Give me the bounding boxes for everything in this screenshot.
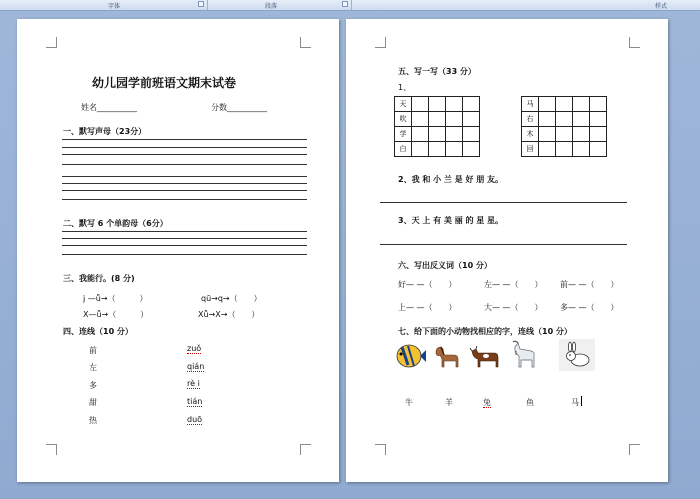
grid-cell[interactable] xyxy=(446,142,463,157)
grid-cell[interactable] xyxy=(412,142,429,157)
grid-char: 木 xyxy=(522,127,539,142)
grid-cell[interactable] xyxy=(590,97,607,112)
writing-line xyxy=(62,231,307,232)
grid-cell[interactable] xyxy=(573,112,590,127)
score-field: 分数__________ xyxy=(211,103,267,112)
writing-line xyxy=(62,164,307,165)
animal-word-text: 兔 xyxy=(483,398,491,407)
animal-word xyxy=(483,397,491,408)
grid-cell[interactable] xyxy=(446,127,463,142)
crop-mark xyxy=(300,444,311,455)
writing-line xyxy=(62,139,307,140)
writing-line xyxy=(62,176,307,177)
animal-word: 马 xyxy=(571,398,579,407)
grid-cell[interactable] xyxy=(556,112,573,127)
crop-mark xyxy=(46,37,57,48)
pinyin-text: duō xyxy=(187,415,203,424)
grid-cell[interactable] xyxy=(573,97,590,112)
grid-cell[interactable] xyxy=(429,142,446,157)
sentence-2: 2、我 和 小 兰 是 好 朋 友。 xyxy=(398,175,504,184)
pinyin-item xyxy=(187,379,200,388)
grid-cell[interactable] xyxy=(429,127,446,142)
grid-cell[interactable] xyxy=(429,97,446,112)
document-page-2[interactable] xyxy=(346,19,668,482)
grid-cell[interactable] xyxy=(556,127,573,142)
writing-line xyxy=(62,238,307,239)
font-dialog-launcher[interactable] xyxy=(198,1,204,7)
writing-line xyxy=(380,202,627,203)
writing-line xyxy=(62,183,307,184)
section-6-heading: 六、写出反义词（10 分） xyxy=(398,261,492,270)
antonym-item: 多— —（ ） xyxy=(560,303,619,312)
grid-cell[interactable] xyxy=(429,112,446,127)
hanzi-item: 多 xyxy=(89,381,97,390)
pinyin-exercise: Xǖ→X→（ ） xyxy=(198,310,260,319)
rabbit-icon xyxy=(559,339,595,371)
ribbon-group-styles: 样式 xyxy=(655,3,668,10)
antonym-item: 上— —（ ） xyxy=(398,303,457,312)
crop-mark xyxy=(300,37,311,48)
antonym-item: 前— —（ ） xyxy=(560,280,619,289)
antonym-item: 大— —（ ） xyxy=(484,303,543,312)
grid-cell[interactable] xyxy=(463,112,480,127)
writing-line xyxy=(62,254,307,255)
grid-char: 学 xyxy=(395,127,412,142)
antonym-item: 好— —（ ） xyxy=(398,280,457,289)
grid-char: 吹 xyxy=(395,112,412,127)
hanzi-item: 甜 xyxy=(89,398,97,407)
sentence-3: 3、天 上 有 美 丽 的 星 星。 xyxy=(398,216,504,225)
fish-icon xyxy=(394,341,426,371)
grid-cell[interactable] xyxy=(539,142,556,157)
ribbon-group-font: 字体 xyxy=(108,3,121,10)
grid-cell[interactable] xyxy=(590,112,607,127)
grid-cell[interactable] xyxy=(573,127,590,142)
writing-line xyxy=(62,147,307,148)
crop-mark xyxy=(375,444,386,455)
grid-cell[interactable] xyxy=(573,142,590,157)
grid-cell[interactable] xyxy=(463,142,480,157)
grid-char: 天 xyxy=(395,97,412,112)
grid-cell[interactable] xyxy=(590,142,607,157)
grid-cell[interactable] xyxy=(412,97,429,112)
ribbon-separator xyxy=(207,0,208,10)
grid-char: 右 xyxy=(522,112,539,127)
writing-line xyxy=(62,154,307,155)
name-field: 姓名__________ xyxy=(81,103,137,112)
text-cursor xyxy=(581,396,582,406)
ribbon-group-labels xyxy=(0,0,700,11)
writing-grid-left xyxy=(394,96,480,157)
grid-cell[interactable] xyxy=(463,97,480,112)
pinyin-item xyxy=(187,397,202,406)
writing-line xyxy=(380,244,627,245)
grid-cell[interactable] xyxy=(412,127,429,142)
writing-line xyxy=(62,199,307,200)
grid-char: 白 xyxy=(395,142,412,157)
pinyin-exercise: qū→q→（ ） xyxy=(201,294,262,303)
grid-cell[interactable] xyxy=(446,97,463,112)
section-4-heading: 四、连线（10 分） xyxy=(63,327,133,336)
horse-icon xyxy=(432,343,460,370)
section-7-heading: 七、给下面的小动物找相应的字，连线（10 分） xyxy=(398,327,572,336)
pinyin-text: zuǒ xyxy=(187,344,202,353)
grid-char: 马 xyxy=(522,97,539,112)
section-2-heading: 二、默写 6 个单韵母（6分） xyxy=(63,219,168,228)
pinyin-exercise: j —ǖ→（ ） xyxy=(83,294,148,303)
hanzi-item: 左 xyxy=(89,363,97,372)
pinyin-text: tián xyxy=(187,397,203,406)
animal-word: 鱼 xyxy=(526,398,534,407)
crop-mark xyxy=(629,444,640,455)
section-1-heading: 一、默写声母（23分） xyxy=(63,127,147,136)
grid-cell[interactable] xyxy=(446,112,463,127)
crop-mark xyxy=(375,37,386,48)
grid-cell[interactable] xyxy=(463,127,480,142)
section-5-heading: 五、写一写（33 分） xyxy=(398,67,476,76)
pinyin-text: rè i xyxy=(187,379,200,388)
hanzi-item: 前 xyxy=(89,346,97,355)
grid-cell[interactable] xyxy=(412,112,429,127)
paragraph-dialog-launcher[interactable] xyxy=(342,1,348,7)
document-page-1[interactable] xyxy=(17,19,339,482)
grid-cell[interactable] xyxy=(539,97,556,112)
cow-icon xyxy=(468,343,500,370)
section-3-heading: 三、我能行。(8 分) xyxy=(63,274,135,283)
grid-cell[interactable] xyxy=(539,112,556,127)
pinyin-text: qián xyxy=(187,362,205,371)
goat-icon xyxy=(509,339,537,371)
grid-cell[interactable] xyxy=(539,127,556,142)
section-5-subitem: 1、 xyxy=(398,83,412,92)
pinyin-item xyxy=(187,344,201,353)
grid-cell[interactable] xyxy=(590,127,607,142)
pinyin-exercise: X—ǖ→（ ） xyxy=(83,310,149,319)
writing-line xyxy=(62,190,307,191)
writing-grid-right xyxy=(521,96,607,157)
grid-cell[interactable] xyxy=(556,97,573,112)
pinyin-item xyxy=(187,362,204,371)
ribbon-group-paragraph: 段落 xyxy=(265,3,278,10)
page-title: 幼儿园学前班语文期末试卷 xyxy=(92,76,237,90)
grid-cell[interactable] xyxy=(556,142,573,157)
crop-mark xyxy=(46,444,57,455)
animal-word: 羊 xyxy=(445,398,453,407)
pinyin-item xyxy=(187,415,202,424)
writing-line xyxy=(62,245,307,246)
antonym-item: 左— —（ ） xyxy=(484,280,543,289)
animal-word: 牛 xyxy=(405,398,413,407)
hanzi-item: 热 xyxy=(89,416,97,425)
crop-mark xyxy=(629,37,640,48)
grid-char: 回 xyxy=(522,142,539,157)
ribbon-separator xyxy=(351,0,352,10)
